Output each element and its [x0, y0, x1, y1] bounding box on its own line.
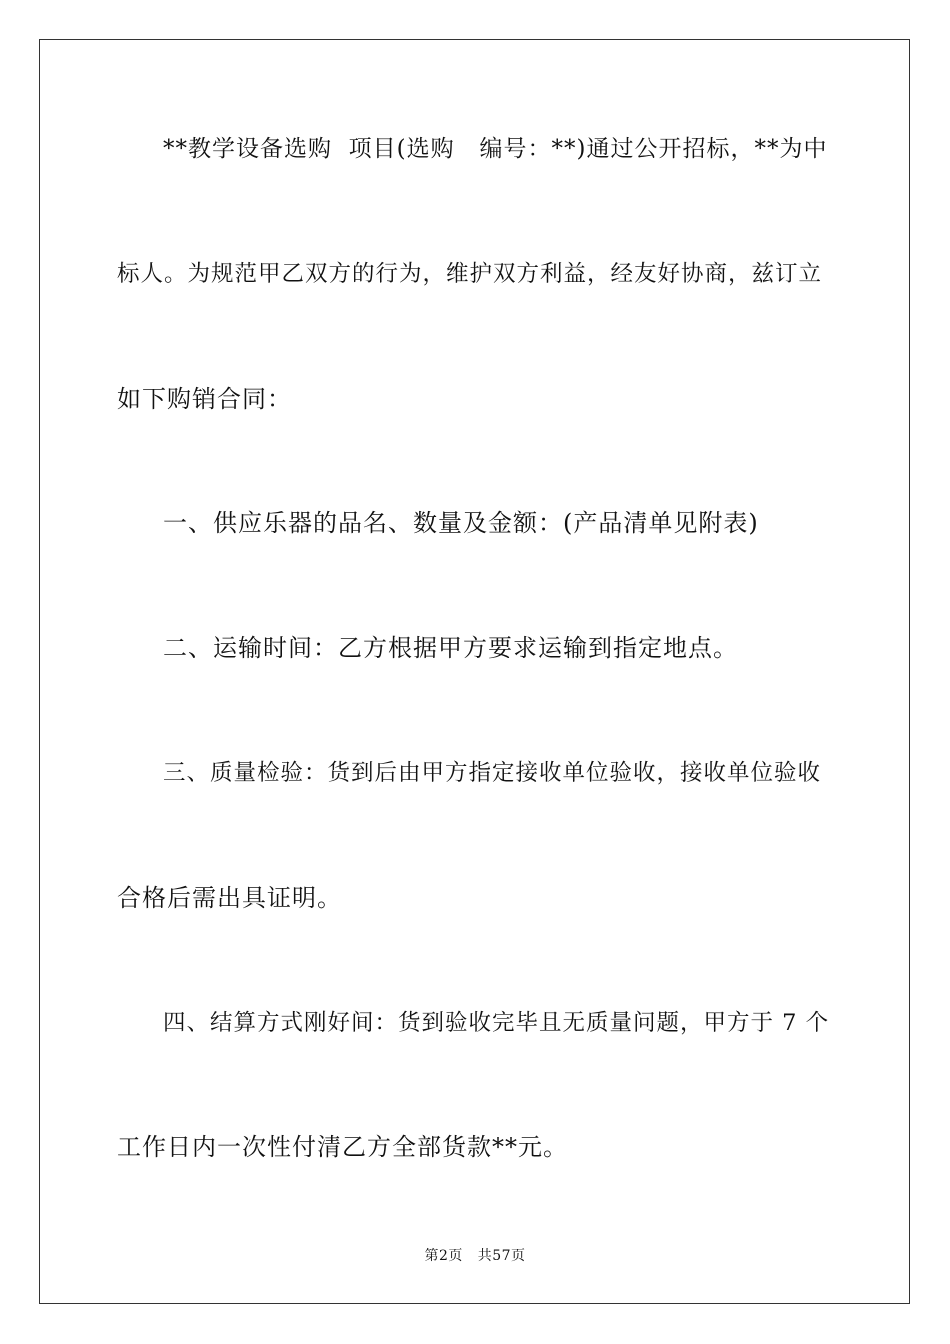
clause-3-quality-line-2: 合格后需出具证明。: [117, 884, 342, 912]
clause-4-settlement-line-1: 四、结算方式刚好间：货到验收完毕且无质量问题，甲方于 7 个: [163, 1010, 830, 1036]
paragraph-intro-line-1: **教学设备选购 项目(选购 编号：**)通过公开招标，**为中: [163, 136, 828, 162]
page-border: [39, 39, 910, 1304]
page-number-footer: 第2页 共57页: [424, 1248, 526, 1264]
clause-4-settlement-line-2: 工作日内一次性付清乙方全部货款**元。: [117, 1133, 568, 1161]
paragraph-intro-line-3: 如下购销合同：: [117, 385, 292, 413]
clause-3-quality-line-1: 三、质量检验：货到后由甲方指定接收单位验收，接收单位验收: [163, 760, 822, 786]
paragraph-intro-line-2: 标人。为规范甲乙双方的行为，维护双方利益，经友好协商，兹订立: [117, 261, 823, 287]
clause-1-supply: 一、供应乐器的品名、数量及金额：(产品清单见附表): [163, 509, 759, 537]
clause-2-transport: 二、运输时间：乙方根据甲方要求运输到指定地点。: [163, 634, 738, 662]
